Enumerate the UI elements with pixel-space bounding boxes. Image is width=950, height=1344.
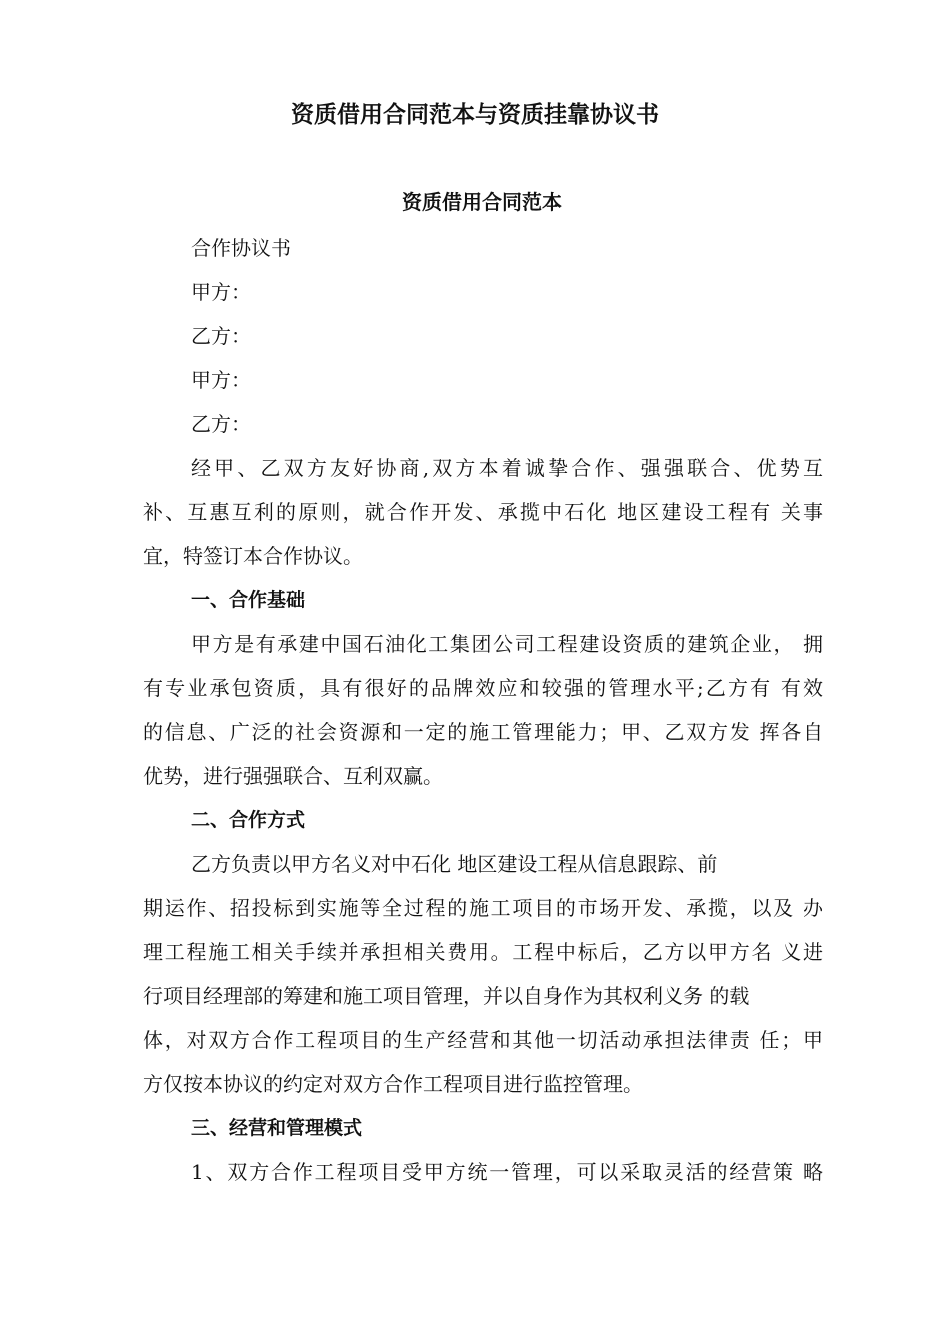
section-title: 资质借用合同范本 bbox=[402, 190, 562, 214]
text-line: 体，对双方合作工程项目的生产经营和其他一切活动承担法律责 任；甲 bbox=[143, 1028, 823, 1052]
text-line: 行项目经理部的筹建和施工项目管理，并以自身作为其权利义务 的载 bbox=[143, 984, 750, 1008]
section-heading: 一、合作基础 bbox=[191, 589, 306, 611]
text-line: 1、双方合作工程项目受甲方统一管理，可以采取灵活的经营策 略 bbox=[191, 1160, 823, 1184]
document-main-title: 资质借用合同范本与资质挂靠协议书 bbox=[291, 102, 659, 128]
text-line: 方仅按本协议的约定对双方合作工程项目进行监控管理。 bbox=[143, 1072, 643, 1096]
document-body bbox=[143, 226, 823, 1194]
section-heading: 二、合作方式 bbox=[191, 809, 306, 831]
section-heading: 三、经营和管理模式 bbox=[191, 1117, 363, 1139]
text-line: 优势，进行强强联合、互利双赢。 bbox=[143, 764, 443, 788]
text-line: 甲方： bbox=[191, 368, 251, 392]
text-line: 有专业承包资质，具有很好的品牌效应和较强的管理水平;乙方有 有效 bbox=[143, 676, 823, 700]
text-line: 经甲、乙双方友好协商,双方本着诚挚合作、强强联合、优势互 bbox=[191, 456, 823, 480]
text-line: 期运作、招投标到实施等全过程的施工项目的市场开发、承揽，以及 办 bbox=[143, 896, 823, 920]
text-line: 乙方： bbox=[191, 324, 251, 348]
text-line: 甲方： bbox=[191, 280, 251, 304]
text-line: 补、互惠互利的原则，就合作开发、承揽中石化 地区建设工程有 关事 bbox=[143, 500, 823, 524]
text-line: 的信息、广泛的社会资源和一定的施工管理能力；甲、乙双方发 挥各自 bbox=[143, 720, 823, 744]
text-line: 理工程施工相关手续并承担相关费用。工程中标后，乙方以甲方名 义进 bbox=[143, 940, 823, 964]
text-line: 甲方是有承建中国石油化工集团公司工程建设资质的建筑企业， 拥 bbox=[191, 632, 823, 656]
text-line: 宜，特签订本合作协议。 bbox=[143, 544, 363, 568]
text-line: 乙方负责以甲方名义对中石化 地区建设工程从信息跟踪、前 bbox=[191, 852, 718, 876]
text-line: 合作协议书 bbox=[191, 236, 291, 260]
text-line: 乙方： bbox=[191, 412, 251, 436]
